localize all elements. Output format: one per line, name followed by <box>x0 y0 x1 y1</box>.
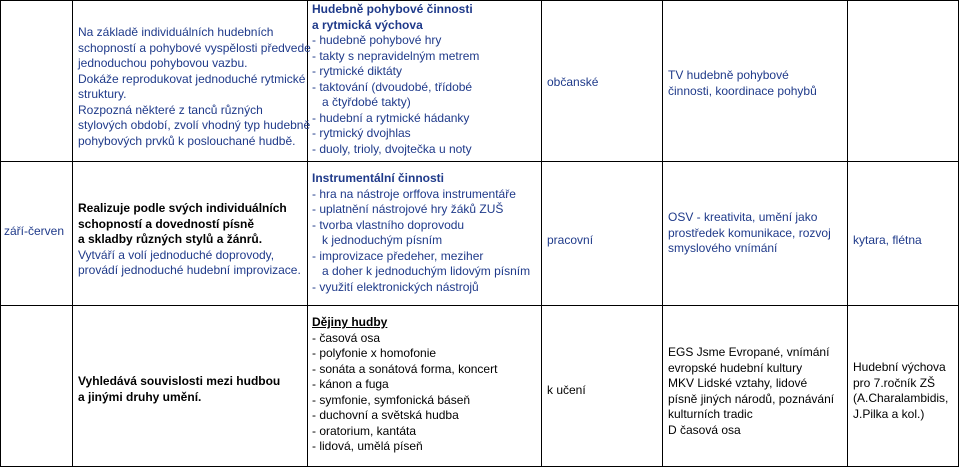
content-line: - tvorba vlastního doprovodu <box>312 217 465 232</box>
row2-competence <box>547 233 593 249</box>
col-divider-4 <box>662 0 663 467</box>
theme-line: TV hudebně pohybové <box>668 68 789 82</box>
row1-themes <box>668 68 817 99</box>
outcome-line: schopností a dovedností písně <box>78 216 255 231</box>
content-line: - hudební a rytmické hádanky <box>312 110 470 125</box>
row2-notes <box>853 233 922 249</box>
col-divider-5 <box>847 0 848 467</box>
theme-line: smyslového vnímání <box>668 241 778 255</box>
content-line: - rytmický dvojhlas <box>312 126 411 140</box>
content-line: - oratorium, kantáta <box>312 423 417 438</box>
content-line: - improvizace předeher, meziher <box>312 248 484 263</box>
content-line: - uplatnění nástrojové hry žáků ZUŠ <box>312 202 504 216</box>
outcome-line: Vytváří a volí jednoduché doprovody, <box>78 247 275 262</box>
theme-line: písně jiných národů, poznávání <box>668 391 835 406</box>
content-line: - symfonie, symfonická báseň <box>312 392 471 407</box>
content-line: k jednoduchým písním <box>322 233 443 247</box>
row-divider-2 <box>0 305 959 306</box>
row2-outcomes <box>78 201 301 279</box>
row3-notes <box>853 360 948 422</box>
outcome-line: Na základě individuálních hudebních <box>78 25 274 39</box>
content-line: a čtyřdobé takty) <box>322 95 411 109</box>
row1-outcomes <box>78 25 311 149</box>
row2-content <box>312 171 530 295</box>
outcome-line: stylových období, zvolí vhodný typ hudebně <box>78 118 311 132</box>
content-line: - kánon a fuga <box>312 377 389 391</box>
theme-line: D časová osa <box>668 422 741 437</box>
row3-outcomes <box>78 374 280 405</box>
theme-line: MKV Lidské vztahy, lidové <box>668 376 808 390</box>
row-divider-1 <box>0 161 959 162</box>
content-line: - hra na nástroje orffova instrumentáře <box>312 186 516 201</box>
outcome-line: schopností a pohybové vyspělosti předvede <box>78 40 311 55</box>
row1-content <box>312 2 479 157</box>
competence-text: k učení <box>547 383 586 397</box>
outcome-line: Dokáže reprodukovat jednoduché rytmické <box>78 71 306 86</box>
content-line: - duchovní a světská hudba <box>312 408 459 422</box>
theme-line: EGS Jsme Evropané, vnímání <box>668 345 830 359</box>
row3-content <box>312 315 497 455</box>
note-line: (A.Charalambidis, <box>853 391 949 405</box>
row1-competence <box>547 75 598 91</box>
note-line: kytara, flétna <box>853 233 922 247</box>
row2-themes <box>668 210 831 257</box>
outcome-line: provádí jednoduché hudební improvizace. <box>78 263 301 277</box>
content-heading: Dějiny hudby <box>312 315 388 329</box>
table-border-top <box>0 0 959 1</box>
theme-line: kulturních tradic <box>668 407 753 421</box>
content-line: - sonáta a sonátová forma, koncert <box>312 361 498 376</box>
outcome-line: Realizuje podle svých individuálních <box>78 201 287 215</box>
note-line: Hudební výchova <box>853 360 946 374</box>
theme-line: prostředek komunikace, rozvoj <box>668 225 831 240</box>
note-line: J.Pilka a kol.) <box>853 406 925 421</box>
theme-line: OSV - kreativita, umění jako <box>668 210 818 224</box>
content-line: - duoly, trioly, dvojtečka u noty <box>312 141 472 156</box>
content-line: - taktování (dvoudobé, třídobé <box>312 79 473 94</box>
outcome-line: a skladby různých stylů a žánrů. <box>78 232 263 246</box>
content-line: - lidová, umělá píseň <box>312 439 423 453</box>
content-heading: Instrumentální činnosti <box>312 171 445 185</box>
content-line: - hudebně pohybové hry <box>312 33 442 47</box>
content-line: - rytmické diktáty <box>312 64 403 78</box>
row3-competence <box>547 383 586 399</box>
outcome-line: struktury. <box>78 87 127 101</box>
content-line: - využití elektronických nástrojů <box>312 279 479 294</box>
outcome-line: Rozpozná některé z tanců různých <box>78 102 263 117</box>
period-text: září-červen <box>4 224 65 238</box>
col-divider-1 <box>72 0 73 467</box>
col-divider-3 <box>541 0 542 467</box>
outcome-line: Vyhledává souvislosti mezi hudbou <box>78 374 281 388</box>
outcome-line: jednoduchou pohybovou vazbu. <box>78 56 248 70</box>
period-label <box>4 224 64 240</box>
col-divider-0 <box>0 0 1 467</box>
competence-text: občanské <box>547 75 599 89</box>
note-line: pro 7.ročník ZŠ <box>853 375 936 390</box>
row3-themes <box>668 345 834 438</box>
content-heading: Hudebně pohybové činnosti <box>312 2 473 16</box>
outcome-line: pohybových prvků k poslouchané hudbě. <box>78 133 296 148</box>
content-line: - časová osa <box>312 330 381 345</box>
theme-line: evropské hudební kultury <box>668 360 803 375</box>
content-line: a doher k jednoduchým lidovým písním <box>322 264 531 278</box>
outcome-line: a jinými druhy umění. <box>78 389 202 404</box>
content-line: - polyfonie x homofonie <box>312 346 437 360</box>
competence-text: pracovní <box>547 233 594 247</box>
content-line: - takty s nepravidelným metrem <box>312 48 480 63</box>
theme-line: činnosti, koordinace pohybů <box>668 83 817 98</box>
content-line: a rytmická výchova <box>312 17 423 32</box>
